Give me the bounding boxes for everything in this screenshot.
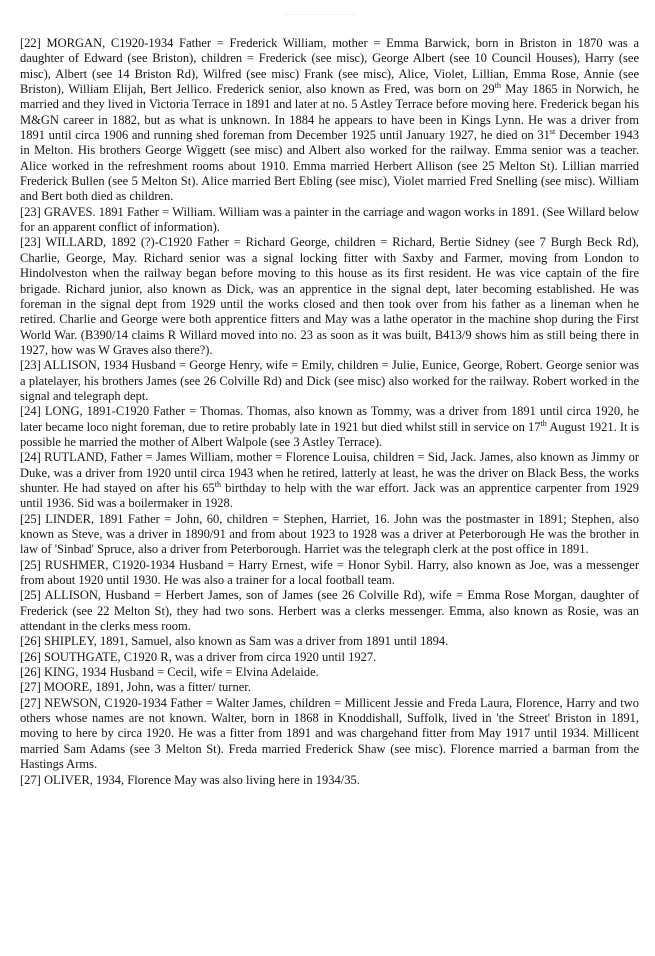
entry-23-graves: [23] GRAVES. 1891 Father = William. William was a painter in the carriage and wagon works in 1891. (See Willard below for an apparent conflict of information). — [20, 204, 639, 235]
entry-22-morgan: [22] MORGAN, C1920-1934 Father = Frederick William, mother = Emma Barwick, born in Briston in 1870 was a daughter of Edward (see Briston), children = Frederick (see misc), George Albert (see 10 Council Houses), Harry (see misc), Albert (see 14 Briston Rd), Wilfred (see misc) Frank (see misc), Alice, Violet, Lillian, Emma Rose, Annie (see Briston), William Elijah, Bert Jellico. Frederick senior, also known as Fred, was born on 29th May 1865 in Norwich, he married and they lived in Victoria Terrace in 1891 and later at no. 5 Astley Terrace before moving here. Frederick began his M&GN career in 1882, but as what is unknown. In 1884 he appears to have been in Kings Lynn. He was a driver from 1891 until circa 1906 and running shed foreman from December 1925 until January 1927, he died on 31st December 1943 in Melton. His brothers George Wiggett (see misc) and Albert also worked for the railway. Emma senior was a teacher. Alice worked in the refreshment rooms about 1910. Emma married Herbert Allison (see 25 Melton St). Lillian married Frederick Bullen (see 5 Melton St). Alice married Bert Ebling (see misc), Violet married Fred Snelling (see misc). William and Bert both died as children. — [20, 36, 639, 204]
entry-27-oliver: [27] OLIVER, 1934, Florence May was also living here in 1934/35. — [20, 772, 360, 787]
entry-24-rutland: [24] RUTLAND, Father = James William, mother = Florence Louisa, children = Sid, Jack. James, also known as Jimmy or Duke, was a driver from 1920 until circa 1943 when he retired, latterly at least, he was the driver on Black Bess, the works shunter. He had stayed on after his 65th birthday to help with the war effort. Jack was an apprentice carpenter from 1929 until 1936. Sid was a boilermaker in 1928. — [20, 450, 639, 511]
document-body — [20, 36, 639, 788]
entry-26-southgate: [26] SOUTHGATE, C1920 R, was a driver from circa 1920 until 1927. — [20, 649, 377, 664]
entry-27-newson: [27] NEWSON, C1920-1934 Father = Walter James, children = Millicent Jessie and Freda Laura, Florence, Harry and two others whose names are not known. Walter, born in 1868 in Knoddishall, Suffolk, lived in 'the Street' Briston in 1891, moving to here by circa 1920. He was a fitter from 1891 and was chargehand fitter from May 1917 until 1934. Millicent married Sam Adams (see 3 Melton St). Freda married Frederick Shaw (see misc). Florence married a barman from the Hastings Arms. — [20, 695, 639, 772]
entry-25-allison: [25] ALLISON, Husband = Herbert James, son of James (see 26 Colville Rd), wife = Emma Rose Morgan, daughter of Frederick (see 22 Melton St), they had two sons. Herbert was a clerks messenger. Emma, also known as Rosie, was an attendant in the clerks mess room. — [20, 588, 639, 634]
entry-27-moore: [27] MOORE, 1891, John, was a fitter/ turner. — [20, 680, 251, 695]
entry-23-allison: [23] ALLISON, 1934 Husband = George Henry, wife = Emily, children = Julie, Eunice, George, Robert. George senior was a platelayer, his brothers James (see 26 Colville Rd) and Dick (see misc) also worked for the railway. Robert worked in the signal and telegraph dept. — [20, 358, 639, 403]
entry-25-rushmer: [25] RUSHMER, C1920-1934 Husband = Harry Ernest, wife = Honor Sybil. Harry, also known as Joe, was a messenger from about 1920 until 1930. He was also a trainer for a local football team. — [20, 557, 639, 588]
scan-smudge — [285, 14, 355, 23]
entry-25-linder: [25] LINDER, 1891 Father = John, 60, children = Stephen, Harriet, 16. John was the postmaster in 1891; Stephen, also known as Steve, was a driver in 1890/91 and from about 1923 to 1928 was a driver at Peterborough He was the brother in law of 'Sinbad' Spruce, also a driver from Peterborough. Harriet was the telegraph clerk at the post office in 1891. — [20, 511, 639, 557]
entry-24-long: [24] LONG, 1891-C1920 Father = Thomas. Thomas, also known as Tommy, was a driver from 1891 until circa 1920, he later became loco night foreman, due to retire probably late in 1921 but died whilst still in service on 17th August 1921. It is possible he married the mother of Albert Walpole (see 3 Astley Terrace). — [20, 404, 639, 449]
entry-26-king: [26] KING, 1934 Husband = Cecil, wife = Elvina Adelaide. — [20, 665, 319, 680]
entry-23-willard: [23] WILLARD, 1892 (?)-C1920 Father = Richard George, children = Richard, Bertie Sidney (see 7 Burgh Beck Rd), Charlie, George, May. Richard senior was a signal locking fitter with Saxby and Farmer, moving from London to Hindolveston when the railway began before moving to this house as its first resident. He was vice captain of the fire brigade. Richard junior, also known as Dick, was an apprentice in the signal dept, later becoming established. He was foreman in the signal dept from 1929 until the works closed and then took over from his father as a lineman when he retired. Charlie and George were both apprentice fitters and May was a lathe operator in the machine shop during the First World War. (B390/14 claims R Willard moved into no. 23 as soon as it was built, B413/9 shows him as still being there in 1927, how was W Graves also there?). — [20, 235, 639, 357]
entry-26-shipley: [26] SHIPLEY, 1891, Samuel, also known as Sam was a driver from 1891 until 1894. — [20, 634, 449, 649]
